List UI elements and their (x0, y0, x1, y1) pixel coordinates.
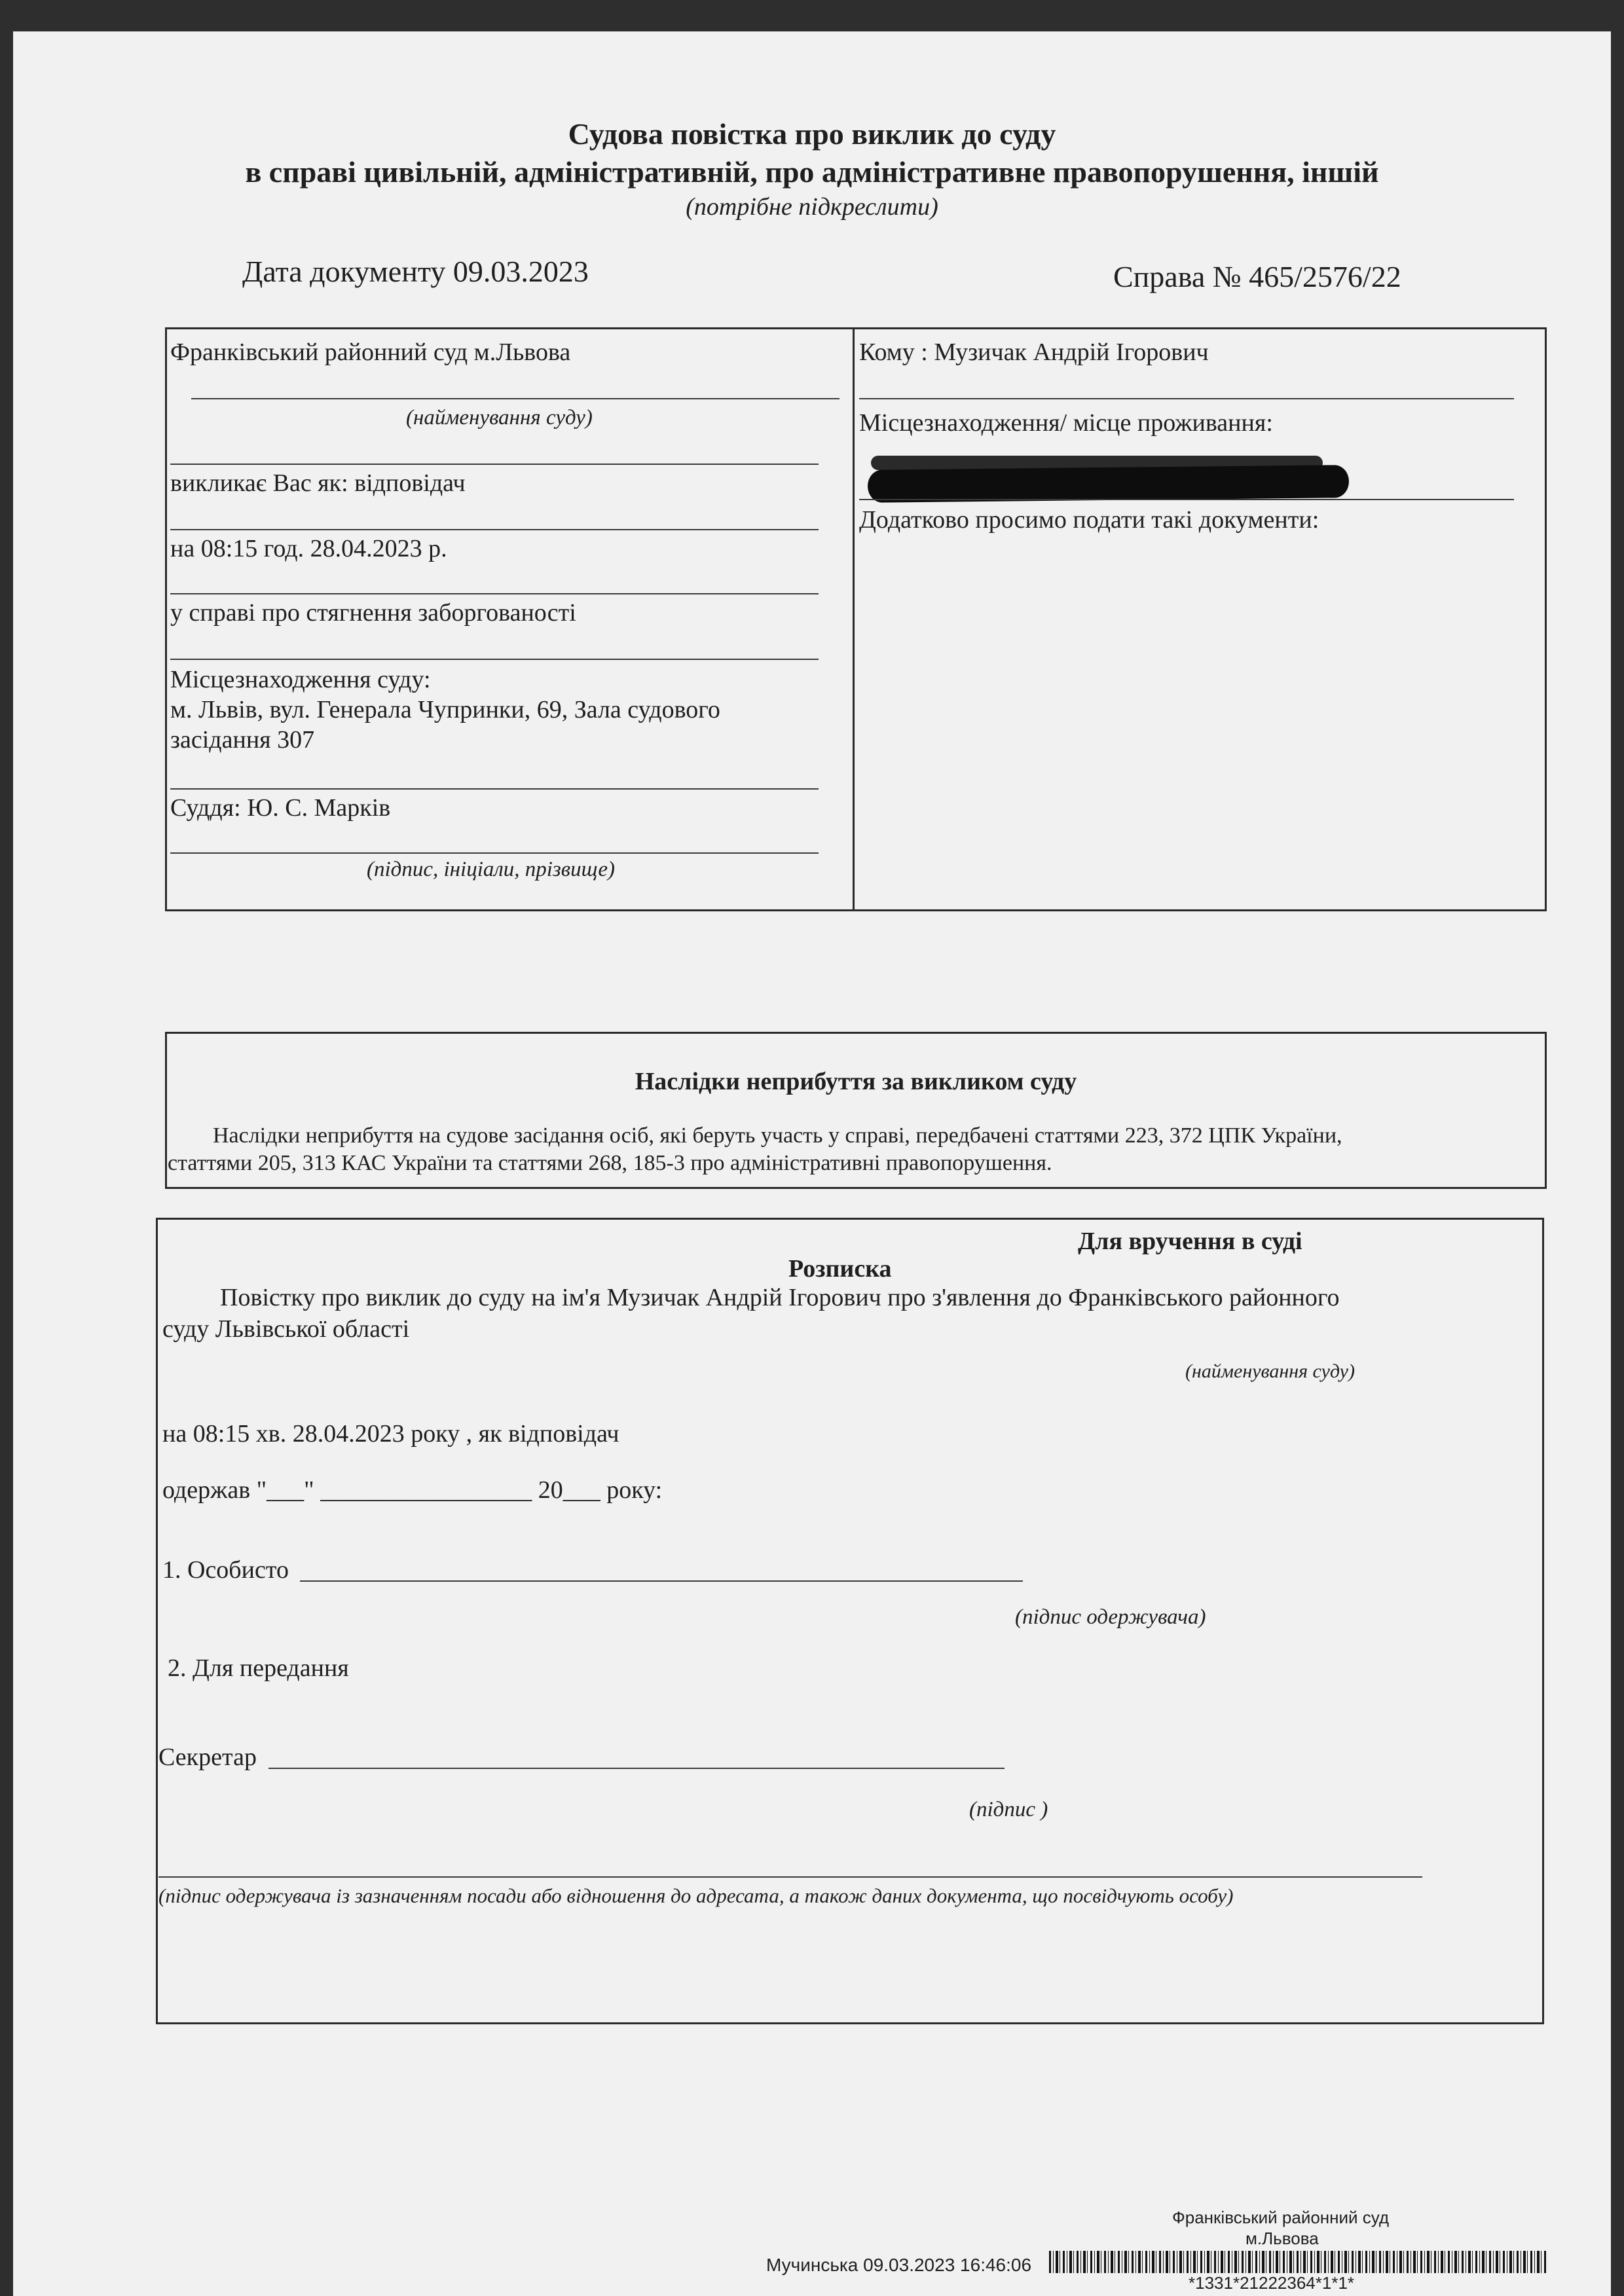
rule-5 (170, 788, 819, 790)
receipt-court-caption: (найменування суду) (1185, 1360, 1355, 1382)
rule-3 (170, 593, 819, 594)
receipt-line1: Повістку про виклик до суду на ім'я Музичак Андрій Ігорович про з'явлення до Франківського районного (220, 1284, 1340, 1311)
court-caption: (найменування суду) (406, 406, 593, 429)
rule-2 (170, 529, 819, 530)
secretary-label: Секретар (158, 1743, 257, 1771)
judge-rule (170, 852, 819, 854)
receipt-line2: суду Львівської області (162, 1315, 410, 1343)
personal-signature-rule (300, 1580, 1023, 1582)
footer-court-line1: Франківський районний суд (1172, 2208, 1390, 2227)
residence-label: Місцезнаходження/ місце проживання: (859, 409, 1273, 437)
case-subject: у справі про стягнення заборгованості (170, 599, 576, 627)
title-line1: Судова повістка про виклик до суду (568, 117, 1056, 151)
judge-caption: (підпис, ініціали, прізвище) (367, 858, 616, 881)
court-location-line1: м. Львів, вул. Генерала Чупринки, 69, Зала судового (170, 696, 720, 723)
rule-1 (170, 464, 819, 465)
rule-4 (170, 659, 819, 660)
court-name: Франківський районний суд м.Львова (170, 338, 571, 366)
recipient-caption: (підпис одержувача) (1015, 1605, 1206, 1629)
panel-divider (853, 327, 855, 911)
transfer-label: 2. Для передання (168, 1654, 349, 1682)
personal-label: 1. Особисто (162, 1556, 289, 1584)
secretary-signature-rule (268, 1768, 1005, 1769)
court-location-label: Місцезнаходження суду: (170, 666, 431, 693)
documents-label: Додатково просимо подати такі документи: (859, 506, 1320, 534)
barcode (1049, 2251, 1547, 2273)
received-date-line: одержав "___" _________________ 20___ року: (162, 1476, 663, 1504)
consequences-title: Наслідки неприбуття за викликом суду (635, 1068, 1077, 1095)
bottom-signature-rule (158, 1876, 1422, 1878)
document-date: Дата документу 09.03.2023 (242, 255, 589, 288)
recipient-rule (859, 398, 1514, 399)
hearing-time: на 08:15 год. 28.04.2023 р. (170, 535, 447, 562)
barcode-text: *1331*21222364*1*1* (1189, 2273, 1355, 2293)
case-number: Справа № 465/2576/22 (1113, 260, 1401, 293)
consequences-text-line2: статтями 205, 313 КАС України та статтями 268, 185-3 про адміністративні правопорушення. (168, 1151, 1052, 1175)
for-court-label: Для вручення в суді (1078, 1228, 1302, 1255)
court-name-rule (191, 398, 840, 399)
footer-stamp: Мучинська 09.03.2023 16:46:06 (766, 2255, 1032, 2275)
judge-name: Суддя: Ю. С. Марків (170, 794, 391, 822)
secretary-caption: (підпис ) (969, 1798, 1048, 1821)
summons-page (13, 31, 1611, 2296)
receipt-time-line: на 08:15 хв. 28.04.2023 року , як відповідач (162, 1420, 619, 1448)
recipient-name: Кому : Музичак Андрій Ігорович (859, 338, 1209, 366)
court-location-line2: засідання 307 (170, 726, 315, 754)
title-line2: в справі цивільній, адміністративній, про адміністративне правопорушення, іншій (245, 155, 1379, 189)
footer-court-line2: м.Львова (1246, 2229, 1319, 2248)
residence-rule (859, 499, 1514, 500)
redacted-address (868, 465, 1349, 503)
receipt-title: Розписка (788, 1255, 892, 1283)
summons-as: викликає Вас як: відповідач (170, 469, 466, 497)
bottom-caption: (підпис одержувача із зазначенням посади або відношення до адресата, а також даних документа, що посвідчують особу) (158, 1884, 1234, 1907)
consequences-text-line1: Наслідки неприбуття на судове засідання осіб, які беруть участь у справі, передбачені статтями 223, 372 ЦПК України, (213, 1123, 1342, 1148)
title-note: (потрібне підкреслити) (686, 193, 938, 221)
